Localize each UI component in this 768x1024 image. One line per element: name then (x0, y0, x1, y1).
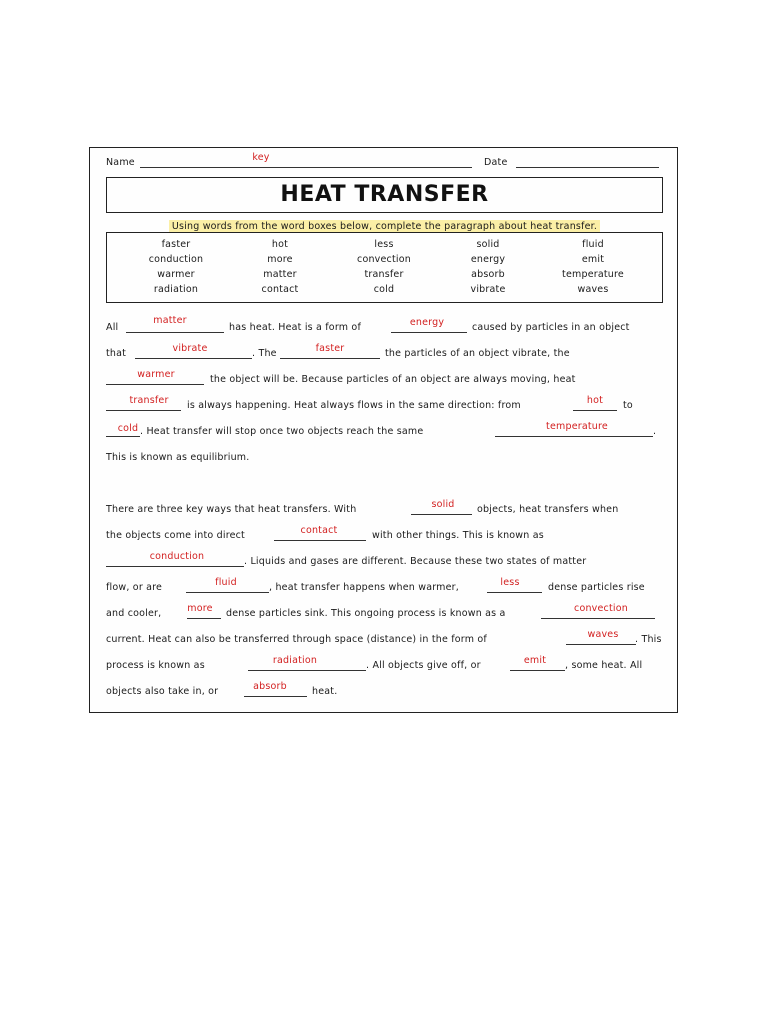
para-text: heat. (312, 686, 338, 697)
word-bank-item: solid (476, 239, 500, 250)
date-line (516, 167, 659, 168)
answer-fluid: fluid (215, 577, 237, 588)
blank-line (487, 592, 542, 593)
answer-absorb: absorb (253, 681, 287, 692)
word-bank-item: absorb (471, 269, 505, 280)
blank-line (106, 410, 181, 411)
para-text: to (623, 400, 633, 411)
para-text: objects also take in, or (106, 686, 219, 697)
para-text: This is known as equilibrium. (106, 452, 250, 463)
answer-hot: hot (586, 395, 604, 406)
name-answer: key (252, 152, 270, 163)
blank-line (106, 566, 244, 567)
para-text: caused by particles in an object (472, 322, 630, 333)
word-bank-item: transfer (364, 269, 404, 280)
answer-vibrate: vibrate (172, 343, 208, 354)
blank-line (244, 696, 307, 697)
instructions: Using words from the word boxes below, complete the paragraph about heat transfer. (169, 220, 600, 233)
word-bank-item: vibrate (470, 284, 506, 295)
para-text: , heat transfer happens when warmer, (269, 582, 459, 593)
word-bank-item: conduction (148, 254, 204, 265)
blank-line (186, 592, 269, 593)
answer-energy: energy (409, 317, 445, 328)
blank-line (274, 540, 366, 541)
word-bank-item: convection (357, 254, 411, 265)
name-label: Name (106, 157, 135, 168)
word-bank-item: radiation (153, 284, 199, 295)
word-bank-item: temperature (562, 269, 624, 280)
para-text: the object will be. Because particles of an object are always moving, heat (210, 374, 576, 385)
blank-line (391, 332, 467, 333)
word-bank-item: hot (271, 239, 289, 250)
blank-line (573, 410, 617, 411)
blank-line (541, 618, 655, 619)
name-line (140, 167, 472, 168)
answer-conduction: conduction (149, 551, 205, 562)
answer-radiation: radiation (272, 655, 318, 666)
answer-emit: emit (523, 655, 547, 666)
word-bank-item: energy (470, 254, 506, 265)
word-bank-item: contact (261, 284, 299, 295)
title-box (106, 177, 663, 213)
date-label: Date (484, 157, 508, 168)
blank-line (566, 644, 636, 645)
answer-contact: contact (300, 525, 338, 536)
worksheet (89, 147, 678, 713)
para-text: with other things. This is known as (372, 530, 544, 541)
blank-line (411, 514, 472, 515)
page-title: HEAT TRANSFER (280, 182, 489, 207)
blank-line (248, 670, 366, 671)
blank-line (106, 384, 204, 385)
para-text: that (106, 348, 127, 359)
answer-temperature: temperature (546, 421, 608, 432)
answer-solid: solid (431, 499, 455, 510)
answer-warmer: warmer (137, 369, 175, 380)
para-text: . Liquids and gases are different. Because these two states of matter (244, 556, 587, 567)
para-text: . All objects give off, or (366, 660, 481, 671)
para-text: and cooler, (106, 608, 162, 619)
blank-line (280, 358, 380, 359)
para-text: process is known as (106, 660, 205, 671)
answer-more: more (187, 603, 213, 614)
word-bank-item: matter (263, 269, 297, 280)
para-text: dense particles sink. This ongoing process is known as a (226, 608, 506, 619)
word-bank (106, 232, 663, 303)
para-text: There are three key ways that heat transfers. With (106, 504, 357, 515)
blank-line (510, 670, 565, 671)
blank-line (495, 436, 653, 437)
word-bank-item: faster (161, 239, 191, 250)
para-text: has heat. Heat is a form of (229, 322, 361, 333)
word-bank-item: cold (373, 284, 395, 295)
para-text: is always happening. Heat always flows in the same direction: from (187, 400, 521, 411)
blank-line (106, 436, 140, 437)
blank-line (187, 618, 221, 619)
para-text: . This (635, 634, 662, 645)
para-text: the objects come into direct (106, 530, 245, 541)
para-text: All (106, 322, 119, 333)
word-bank-item: fluid (582, 239, 604, 250)
para-text: . Heat transfer will stop once two objects reach the same (140, 426, 424, 437)
blank-line (135, 358, 252, 359)
answer-convection: convection (574, 603, 628, 614)
blank-line (126, 332, 224, 333)
answer-matter: matter (153, 315, 187, 326)
para-text: , some heat. All (565, 660, 643, 671)
para-text: . (653, 426, 657, 437)
word-bank-item: emit (581, 254, 605, 265)
para-text: current. Heat can also be transferred through space (distance) in the form of (106, 634, 487, 645)
para-text: dense particles rise (548, 582, 645, 593)
para-text: . The (252, 348, 277, 359)
answer-cold: cold (117, 423, 139, 434)
word-bank-item: less (374, 239, 394, 250)
word-bank-item: waves (577, 284, 609, 295)
answer-faster: faster (315, 343, 345, 354)
answer-less: less (500, 577, 520, 588)
answer-waves: waves (587, 629, 619, 640)
word-bank-item: more (267, 254, 293, 265)
para-text: flow, or are (106, 582, 163, 593)
para-text: the particles of an object vibrate, the (385, 348, 570, 359)
answer-transfer: transfer (129, 395, 169, 406)
para-text: objects, heat transfers when (477, 504, 619, 515)
word-bank-item: warmer (157, 269, 195, 280)
